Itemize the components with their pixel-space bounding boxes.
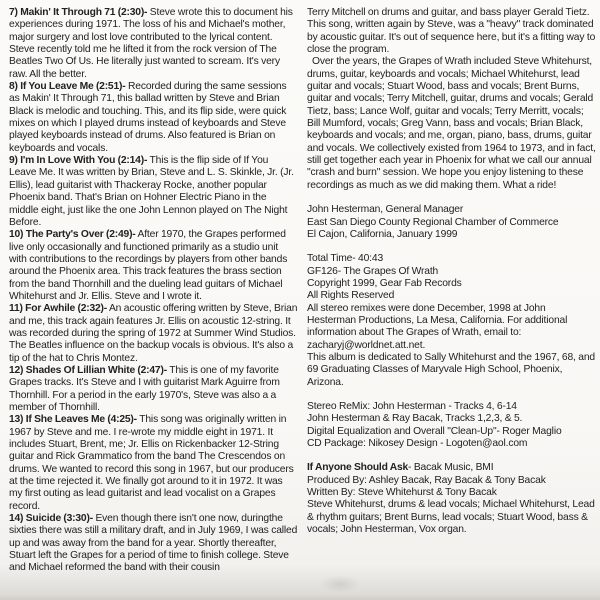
paragraph-gap (307, 241, 596, 253)
track-12-note-bold-lead: 12) Shades Of Lillian White (2:47)- (9, 364, 167, 376)
rights-reserved-line: All Rights Reserved (307, 290, 395, 302)
track-7-note-bold-lead: 7) Makin' It Through 71 (2:30)- (9, 7, 148, 18)
track-9-note-bold-lead: 9) I'm In Love With You (2:14)- (9, 155, 148, 167)
band-history-paragraph: Over the years, the Grapes of Wrath included Steve Whitehurst, drums, guitar, keyboards and vocals; Michael Whitehurst, lead guitar and vocals; Stuart Wood, bass and vocals; Brent Burns, guitar and vocals; Terry Mitchell, guitar, drums and vocals; Gerald Tietz, bass; Lance Wolf, guitar and vocals; Terry Merritt, vocals; Bill Mumford, vocals; Greg Vann, bass and vocals; Brian Black, keyboards and vocals; and me, organ, piano, bass, drums, guitar and vocals. We collectively existed from 1964 to 1973, and in fact, still get together each year in Phoenix for what we call our annual "crash and burn" session. We hope you enjoy listening to these recordings as much as we did making them. What a ride! (307, 56, 596, 191)
track-13-note-bold-lead: 13) If She Leaves Me (4:25)- (9, 414, 137, 426)
track-11-note: 11) For Awhile (2:32)- An acoustic offering written by Steve, Brian and me, this track again features Jr. Ellis on acoustic 12-string. It was recorded during the spring of 1972 at Summer Wind Studios. The Beatles influence on the backup vocals is obvious. It's also a tip of the hat to Chris Montez. (9, 303, 298, 364)
paragraph-gap (307, 450, 596, 462)
left-column (9, 7, 298, 575)
written-by-line: Written By: Steve Whitehurst & Tony Bacak (307, 487, 497, 499)
track-13-note: 13) If She Leaves Me (4:25)- This song was originally written in 1967 by Steve and me. I re-wrote my middle eight in 1971. It includes Stuart, Brent, me; Jr. Ellis on Rickenbacker 12-String guitar and Rick Grammatico from the band The Crescendos on drums. We wanted to record this song in 1967, but our producers at the time rejected it. We finally got around to it in 1972. It was my first outing as lead guitarist and lead vocalist on a Grapes record. (9, 414, 294, 512)
track-10-note-bold-lead: 10) The Party's Over (2:49)- (9, 229, 136, 241)
right-column (307, 7, 596, 575)
track-14-note: 14) Suicide (3:30)- Even though there isn't one now, duringthe sixties there was still a military draft, and in July 1969, I was called up and was away from the band for a year. Shortly thereafter, Stuart left the Grapes for a period of time to finish college. Steve and Michael reformed the band with their cousin (9, 513, 298, 574)
paragraph-gap (307, 192, 596, 204)
track-9-note: 9) I'm In Love With You (2:14)- This is the flip side of If You Leave Me. It was written by Brian, Steve and L. S. Skinkle, Jr. (Jr. Ellis), lead guitarist with Thackeray Rocke, another popular Phoenix band. That's Brian on Hohner Electric Piano in the middle eight, just like the one John Lennon played on The Night Before. (9, 155, 294, 228)
track-11-note-bold-lead: 11) For Awhile (2:32)- (9, 303, 107, 315)
bonus-song-title-line-bold-lead: If Anyone Should Ask (307, 462, 409, 474)
total-time-line: Total Time- 40:43 (307, 253, 384, 265)
catalog-number-line: GF126- The Grapes Of Wrath (307, 265, 439, 277)
track-12-note: 12) Shades Of Lillian White (2:47)- This is one of my favorite Grapes tracks. It's Steve and I with guitarist Mark Aguirre from Thornhill. For a period in the early 1970's, Steve was also a a member of Thornhill. (9, 364, 280, 413)
track-7-note: 7) Makin' It Through 71 (2:30)- Steve wrote this to document his experiences during 1971. The loss of his and Michael's mother, major surgery and lost love contributed to the lyrical content. Steve recently told me he lifted it from the rock version of The Beatles Two Of Us. He literally just wanted to scream. It's very raw. All the better. (9, 7, 293, 80)
paragraph-gap (307, 389, 596, 401)
remix-tracks-credit-line: John Hesterman & Ray Bacak, Tracks 1,2,3, & 5. (307, 413, 523, 425)
signature-location-line: El Cajon, California, January 1999 (307, 228, 458, 240)
produced-by-line: Produced By: Ashley Bacak, Ray Bacak & Tony Bacak (307, 474, 546, 486)
dedication-paragraph: This album is dedicated to Sally Whitehurst and the 1967, 68, and 69 Graduating Classes of Maryvale High School, Phoenix, Arizona. (307, 351, 595, 388)
stereo-remix-credit-line: Stereo ReMix: John Hesterman - Tracks 4, 6-14 (307, 400, 517, 412)
bonus-song-title-line: If Anyone Should Ask- Bacak Music, BMI (307, 462, 494, 474)
copyright-line: Copyright 1999, Gear Fab Records (307, 277, 462, 289)
cd-package-credit-line: CD Package: Nikosey Design - Logoten@aol.com (307, 438, 528, 449)
signature-name-line: John Hesterman, General Manager (307, 204, 464, 216)
equalization-credit-line: Digital Equalization and Overall "Clean-Up"- Roger Maglio (307, 425, 562, 437)
signature-org-line: East San Diego County Regional Chamber of Commerce (307, 216, 559, 228)
track-8-note-bold-lead: 8) If You Leave Me (2:51)- (9, 81, 126, 93)
track-14-note-bold-lead: 14) Suicide (3:30)- (9, 513, 93, 525)
track-14-note-continued: Terry Mitchell on drums and guitar, and bass player Gerald Tietz. This song, written again by Steve, was a "heavy" track dominated by acoustic guitar. It's out of sequence here, but it's a fitting way to close the program. (307, 7, 596, 56)
remix-info-paragraph: All stereo remixes were done December, 1998 at John Hesterman Productions, La Mesa, California. For additional information about The Grapes of Wrath, email to: zacharyj@worldnet.att.net. (307, 302, 568, 351)
track-10-note: 10) The Party's Over (2:49)- After 1970, the Grapes performed live only occasionally and functioned primarily as a studio unit with contributions to the recordings by players from other bands around the Phoenix area. This track features the brass section from the band Thornhill and the dueling lead guitars of Michael Whitehurst and Jr. Ellis. Steve and I wrote it. (9, 229, 288, 302)
track-8-note: 8) If You Leave Me (2:51)- Recorded during the same sessions as Makin' It Through 71, this ballad written by Steve and Brian Black is melodic and touching. This, and its flip side, were quick mixes on which I played drums instead of keyboards and Steve played keyboards instead of drums. Also featured is Brian on keyboards and vocals. (9, 81, 287, 154)
bonus-song-musicians-paragraph: Steve Whitehurst, drums & lead vocals; Michael Whitehurst, Lead & rhythm guitars; Brent Burns, lead vocals; Stuart Wood, bass & vocals; John Hesterman, Vox organ. (307, 499, 595, 536)
